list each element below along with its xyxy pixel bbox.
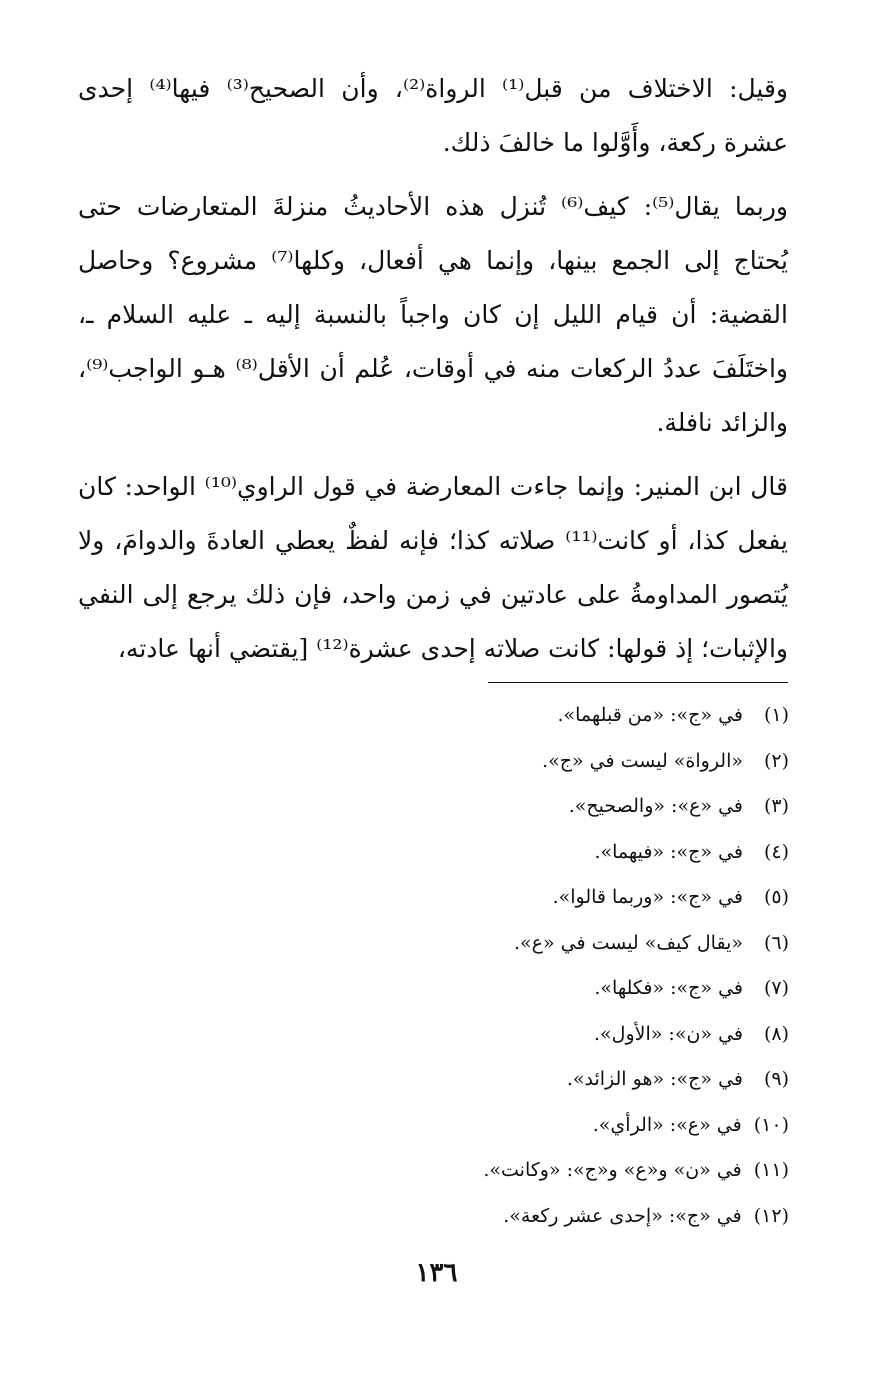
footnote-2 <box>300 739 789 785</box>
footnote-number: (٣) <box>763 795 789 817</box>
footnote-7 <box>300 966 789 1012</box>
footnote-number: (٥) <box>763 886 789 908</box>
footnote-text: «الرواة» ليست في «ج». <box>542 749 743 772</box>
main-text <box>78 62 788 676</box>
footnote-number: (٢) <box>763 749 789 772</box>
footnote-10 <box>300 1103 789 1149</box>
page-number: ١٣٦ <box>415 1258 458 1288</box>
footnote-8 <box>300 1012 789 1058</box>
footnote-text: في «ج»: «هو الزائد». <box>566 1068 743 1090</box>
footnote-text: في «ج»: «فكلها». <box>594 977 743 999</box>
footnote-9 <box>300 1057 789 1103</box>
footnote-divider <box>488 682 788 683</box>
paragraph-1: وقيل: الاختلاف من قبل⁽¹⁾ الرواة⁽²⁾، وأن الصحيح⁽³⁾ فيها⁽⁴⁾ إحدى عشرة ركعة، وأَوَّلوا ما خالفَ ذلك. <box>78 74 788 157</box>
footnote-number: (١) <box>763 704 789 726</box>
footnote-text: في «ن»: «الأول». <box>594 1022 743 1045</box>
paragraph-2: وربما يقال⁽⁵⁾: كيف⁽⁶⁾ تُنزل هذه الأحاديثُ منزلةَ المتعارضات حتى يُحتاج إلى الجمع بينها، وإنما هي أفعال، وكلها⁽⁷⁾ مشروع؟ وحاصل القضية: أن قيام الليل إن كان واجباً بالنسبة إليه ـ عليه السلام ـ، واختَلَفَ عددُ الركعات منه في أوقات، عُلم أن الأقل⁽⁸⁾ هـو الواجب⁽⁹⁾، والزائد نافلة. <box>78 192 788 437</box>
footnote-3 <box>300 784 789 830</box>
footnote-4 <box>300 830 789 876</box>
footnote-number: (٤) <box>763 840 789 863</box>
footnote-5 <box>300 875 789 921</box>
footnote-number: (١٠) <box>753 1113 789 1136</box>
footnote-number: (١٢) <box>753 1204 789 1227</box>
footnote-text: في «ع»: «الرأي». <box>592 1113 742 1136</box>
footnote-number: (١١) <box>753 1159 789 1181</box>
footnote-number: (٦) <box>763 931 789 954</box>
footnote-number: (٩) <box>763 1068 789 1090</box>
footnote-text: في «ج»: «إحدى عشر ركعة». <box>503 1204 742 1227</box>
footnote-text: في «ع»: «والصحيح». <box>568 795 743 817</box>
footnote-11 <box>300 1148 789 1194</box>
footnote-number: (٧) <box>763 977 789 999</box>
footnote-6 <box>300 921 789 967</box>
footnotes-list <box>300 693 789 1239</box>
footnote-text: في «ج»: «فيهما». <box>594 840 743 863</box>
footnote-1 <box>300 693 789 739</box>
footnote-text: في «ج»: «من قبلهما». <box>557 704 743 726</box>
footnote-text: في «ج»: «وربما قالوا». <box>552 886 743 908</box>
footnote-text: «يقال كيف» ليست في «ع». <box>513 931 743 954</box>
footnote-text: في «ن» و«ع» و«ج»: «وكانت». <box>483 1159 742 1181</box>
footnote-number: (٨) <box>763 1022 789 1045</box>
paragraph-3: قال ابن المنير: وإنما جاءت المعارضة في قول الراوي⁽¹⁰⁾ الواحد: كان يفعل كذا، أو كانت⁽¹¹⁾ صلاته كذا؛ فإنه لفظٌ يعطي العادةَ والدوامَ، ولا يُتصور المداومةُ على عادتين في زمن واحد، فإن ذلك يرجع إلى النفي والإثبات؛ إذ قولها: كانت صلاته إحدى عشرة⁽¹²⁾ [يقتضي أنها عادته، <box>78 472 788 663</box>
footnote-12 <box>300 1194 789 1240</box>
